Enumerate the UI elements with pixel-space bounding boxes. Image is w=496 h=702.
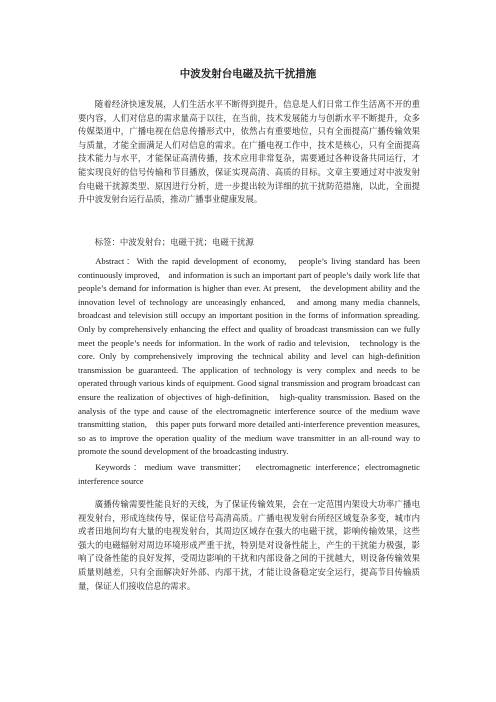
keywords-text: medium wave transmitter； electromagnetic interference；electromagnetic interference source <box>78 462 420 486</box>
english-abstract <box>78 255 429 459</box>
english-keywords <box>78 461 420 488</box>
chinese-keywords: 标签：中波发射台；电磁干扰；电磁干扰源 <box>94 237 254 247</box>
intro-paragraph: 随着经济快速发展，人们生活水平不断得到提升，信息是人们日常工作生活离不开的重要内容，人们对信息的需求量高于以往，在当前，技术发展能力与创新水平不断提升，众多传媒渠道中，广播电视在信息传播形式中，依然占有重要地位，只有全面提高广播传输效果与质量，才能全面满足人们对信息的需求。在广播电视工作中，技术是核心，只有全面提高技术能力与水平，才能保证高清传播，技术应用非常复杂，需要通过各种设备共同运行，才能实现良好的信号传输和节目播放，保证实现高清、高质的目标。文章主要通过对中波发射台电磁干扰源类型、原因进行分析，进一步提出较为详细的抗干扰防范措施，以此，全面提升中波发射台运行品质，推动广播事业健康发展。 <box>78 99 420 205</box>
abstract-label: Abstract： <box>95 256 137 266</box>
body-paragraph: 廣播传输需要性能良好的天线，为了保证传输效果，会在一定范围内架设大功率广播电视发射台，形成连续传导，保证信号高清高质。广播电视发射台所经区域复杂多变，城市内或者田地间均有大量的电视发射台，其周边区域存在强大的电磁干扰，影响传输效果，这些强大的电磁辐射对周边环境形成严重干扰，特别是对设备性能上，产生的干扰能力极强，影响了设备性能的良好发挥，受周边影响的干扰和内部设备之间的干扰越大，则设备传输效果质量则越差，只有全面解决好外部、内部干扰，才能让设备稳定安全运行，提高节目传输质量，保证人们接收信息的需求。 <box>78 499 420 591</box>
document-title: 中波发射台电磁及抗干扰措施 <box>179 68 317 80</box>
keywords-label: Keywords： <box>95 462 145 472</box>
abstract-text: With the rapid development of economy, people’s living standard has been continuously improved, and information is such an important part of people’s daily work life that people’s demand for information is higher than ever. At present, the development ability and the innovation level of technology are unceasingly enhanced, and among many media channels, broadcast and television still occupy an important position in the forms of information spreading. Only by comprehensively enhancing the effect and quality of broadcast transmission can we fully meet the people’s needs for information. In the work of radio and television, technology is the core. Only by comprehensively improving the technical ability and level can high-definition transmission be guaranteed. The application of technology is very complex and needs to be operated through various kinds of equipment. Good signal transmission and program broadcast can ensure the realization of objectives of high-definition, high-quality transmission. Based on the analysis of the type and cause of the electromagnetic interference source of the medium wave transmitting station, this paper puts forward more detailed anti-interference prevention measures, so as to improve the operation quality of the medium wave transmitter in an all-round way to promote the sound development of the broadcasting industry. <box>78 256 429 457</box>
